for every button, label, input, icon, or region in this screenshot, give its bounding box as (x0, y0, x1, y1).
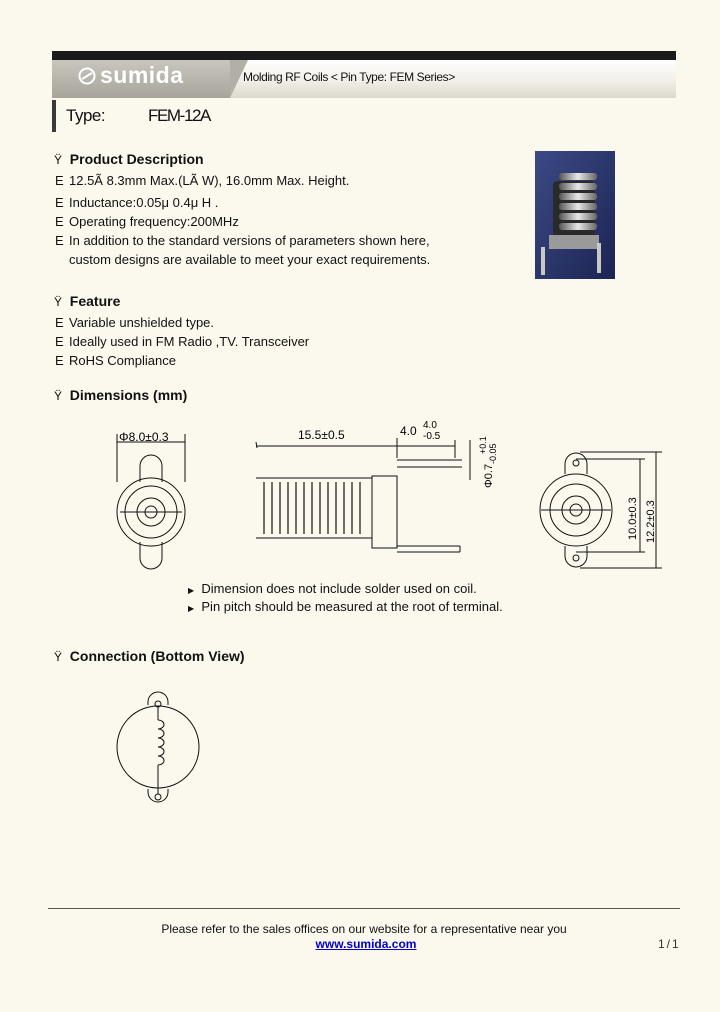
check-icon: Ÿ (54, 295, 63, 309)
dim-height-a: 10.0±0.3 (627, 497, 639, 540)
type-label: Type: (66, 106, 106, 125)
feature-item: E Ideally used in FM Radio ,TV. Transceiver (55, 334, 310, 349)
dimension-note: ▶ Pin pitch should be measured at the root of terminal. (188, 599, 503, 614)
dim-front-diameter: Φ8.0±0.3 (119, 430, 169, 444)
header-top-bar (52, 51, 676, 60)
check-icon: Ÿ (54, 153, 63, 167)
feature-item: E Variable unshielded type. (55, 315, 215, 330)
description-item: E Operating frequency:200MHz (55, 214, 239, 229)
website-link[interactable]: www.sumida.com (315, 937, 417, 951)
description-item: E Inductance:0.05μ 0.4μ H . (55, 195, 219, 210)
sumida-logo[interactable]: sumida (100, 62, 184, 88)
page-number: 1/1 (658, 937, 681, 951)
feature-item: E RoHS Compliance (55, 353, 176, 368)
connection-heading: Ÿ Connection (Bottom View) (54, 648, 245, 664)
feature-heading: Ÿ Feature (54, 293, 121, 309)
description-item: E 12.5Ã 8.3mm Max.(LÃ W), 16.0mm Max. Height. (55, 173, 350, 188)
dim-pin-dia-tol-up: +0.1 (478, 436, 488, 454)
dim-pin-length: 4.0 (400, 424, 417, 438)
series-title: Molding RF Coils < Pin Type: FEM Series> (243, 70, 455, 84)
sumida-logo-mark-icon (78, 67, 96, 85)
dimensions-drawing (0, 410, 720, 575)
description-item: E In addition to the standard versions of parameters shown here, (55, 233, 430, 248)
type-accent-bar (52, 100, 56, 132)
dim-length: 15.5±0.5 (298, 428, 345, 442)
dim-pin-dia-tol-down: -0.05 (488, 443, 498, 464)
dim-pin-diameter: Φ0.7 (483, 463, 495, 488)
footer-divider (48, 908, 680, 909)
connection-diagram (110, 690, 220, 810)
dimension-note: ▶ Dimension does not include solder used on coil. (188, 581, 477, 596)
dim-pin-tol-down: -0.5 (423, 431, 441, 442)
check-icon: Ÿ (54, 389, 63, 403)
product-photo (535, 151, 615, 279)
dim-pin-tol-up: 4.0 (423, 420, 437, 431)
type-value: FEM-12A (148, 106, 210, 125)
check-icon: Ÿ (54, 650, 63, 664)
dimensions-heading: Ÿ Dimensions (mm) (54, 387, 188, 403)
product-description-heading: Ÿ Product Description (54, 151, 204, 167)
dim-height-b: 12.2±0.3 (645, 500, 657, 543)
footer-text: Please refer to the sales offices on our website for a representative near you (161, 922, 567, 936)
description-continuation: custom designs are available to meet your exact requirements. (69, 252, 431, 267)
